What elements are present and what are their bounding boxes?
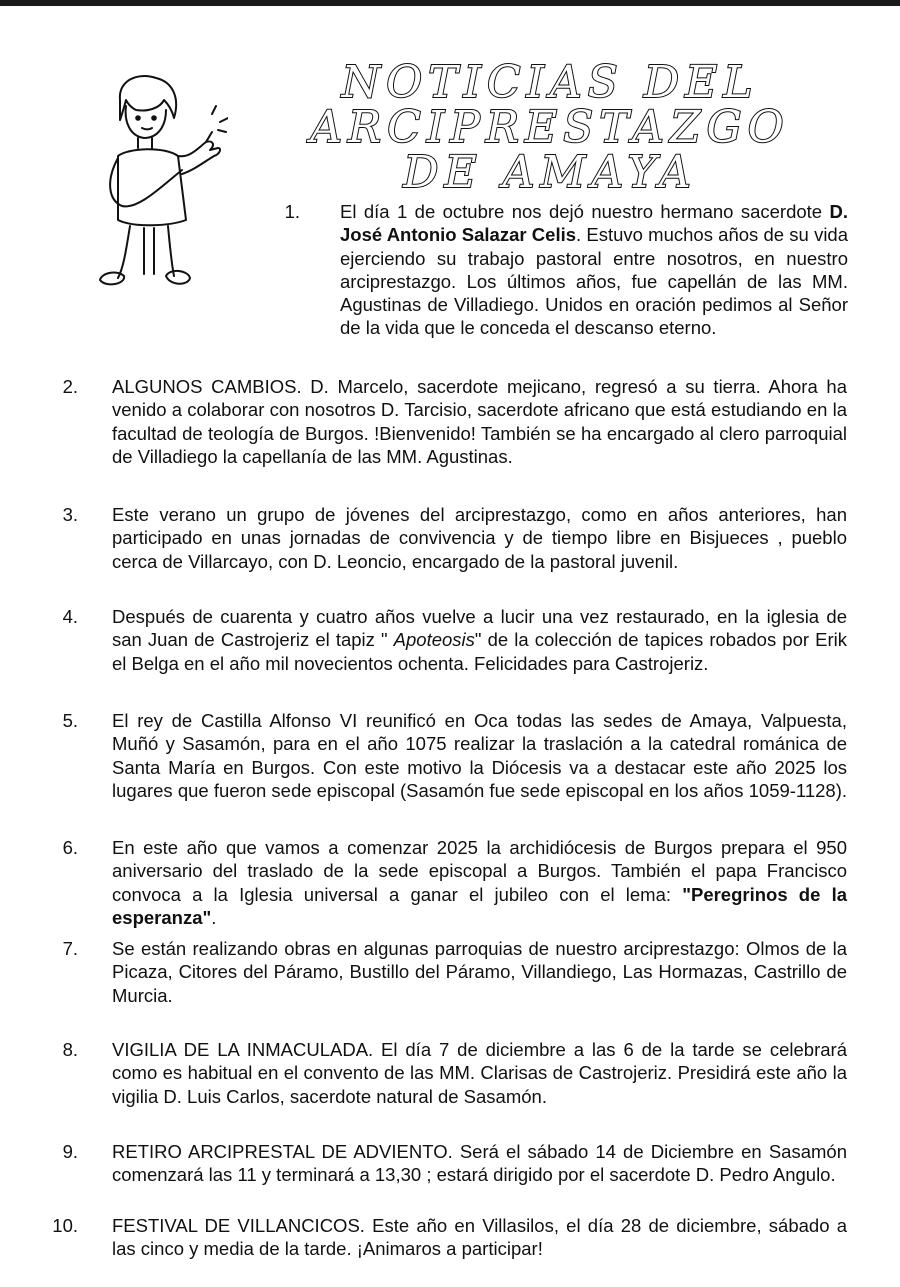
- item-text: Este verano un grupo de jóvenes del arciprestazgo, como en años anteriores, han participado en unas jornadas de convivencia y de tiempo libre en Bisjueces , pueblo cerca de Villarcayo, con D. Leoncio, encargado de la pastoral juvenil.: [112, 504, 847, 572]
- item-text: Después de cuarenta y cuatro años vuelve a lucir una vez restaurado, en la iglesia de san Juan de Castrojeriz el tapiz " Apoteosis" de la colección de tapices robados por Erik el Belga en el año mil novecientos ochenta. Felicidades para Castrojeriz.: [112, 606, 848, 674]
- title-line-2: ARCIPRESTAZGO: [310, 102, 790, 153]
- item-number: 5.: [62, 710, 78, 731]
- title-line-3: DE AMAYA: [403, 147, 697, 198]
- cartoon-child-illustration: [78, 70, 228, 300]
- item-text: RETIRO ARCIPRESTAL DE ADVIENTO. Será el sábado 14 de Diciembre en Sasamón comenzará las 11 y terminará a 13,30 ; estará dirigido por el sacerdote D. Pedro Angulo.: [112, 1141, 847, 1186]
- item-text: ALGUNOS CAMBIOS. D. Marcelo, sacerdote mejicano, regresó a su tierra. Ahora ha venido a colaborar con nosotros D. Tarcisio, sacerdote africano que está estudiando en la facultad de teología de Burgos. !Bienvenido! También se ha encargado al clero parroquial de Villadiego la capellanía de las MM. Agustinas.: [112, 376, 847, 467]
- item-number: 8.: [62, 1039, 78, 1060]
- item-text: El rey de Castilla Alfonso VI reunificó en Oca todas las sedes de Amaya, Valpuesta, Muñó y Sasamón, para en el año 1075 realizar la traslación a la catedral románica de Santa María en Burgos. Con este motivo la Diócesis va a destacar este año 2025 los lugares que fueron sede episcopal (Sasamón fue sede episcopal en los años 1059-1128).: [112, 710, 848, 801]
- item-text: El día 1 de octubre nos dejó nuestro hermano sacerdote D. José Antonio Salazar Celis. Estuvo muchos años de su vida ejerciendo su trabajo pastoral entre nosotros, en nuestro arciprestazgo. Los últimos años, fue capellán de las MM. Agustinas de Villadiego. Unidos en oración pedimos al Señor de la vida que le conceda el descanso eterno.: [340, 201, 849, 339]
- newsletter-title: [225, 57, 875, 198]
- item-text: FESTIVAL DE VILLANCICOS. Este año en Villasilos, el día 28 de diciembre, sábado a las cinco y media de la tarde. ¡Animaros a participar!: [112, 1215, 847, 1260]
- item-bold-motto: "Peregrinos de la esperanza": [112, 883, 847, 928]
- item-text: Se están realizando obras en algunas parroquias de nuestro arciprestazgo: Olmos de la Picaza, Citores del Páramo, Bustillo del Páramo, Villandiego, Las Hormazas, Castrillo de Murcia.: [112, 938, 847, 1006]
- item-text: VIGILIA DE LA INMACULADA. El día 7 de diciembre a las 6 de la tarde se celebrará como es habitual en el convento de las MM. Clarisas de Castrojeriz. Presidirá este año la vigilia D. Luis Carlos, sacerdote natural de Sasamón.: [112, 1039, 847, 1107]
- item-number: 1.: [284, 201, 300, 222]
- item-number: 4.: [62, 606, 78, 627]
- item-number: 2.: [62, 376, 78, 397]
- item-number: 9.: [62, 1141, 78, 1162]
- item-number: 3.: [62, 504, 78, 525]
- item-italic-title: Apoteosis: [393, 629, 475, 651]
- item-number: 6.: [62, 837, 78, 858]
- item-number: 7.: [62, 938, 78, 959]
- item-bold-name: D. José Antonio Salazar Celis: [340, 201, 848, 246]
- item-text: En este año que vamos a comenzar 2025 la archidiócesis de Burgos prepara el 950 aniversario del traslado de la sede episcopal a Burgos. También el papa Francisco convoca a la Iglesia universal a ganar el jubileo con el lema: "Peregrinos de la esperanza".: [112, 837, 847, 928]
- top-border-rule: [0, 0, 900, 6]
- title-line-1: NOTICIAS DEL: [341, 57, 759, 108]
- item-number: 10.: [52, 1215, 78, 1236]
